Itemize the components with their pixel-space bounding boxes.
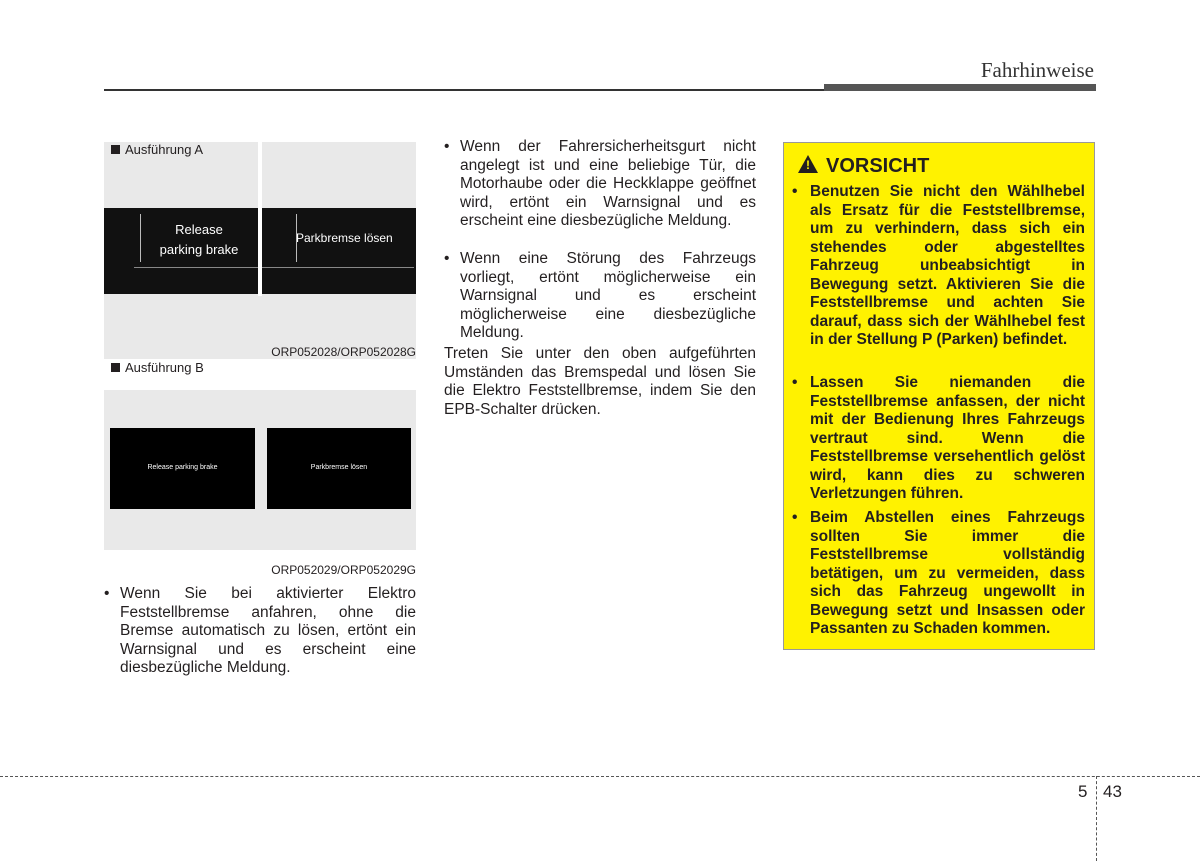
caution-item: • Lassen Sie niemanden die Feststellbremse anfassen, der nicht mit der Bedienung Ihres Fahrzeugs vertraut sind. Wenn die Feststellbremse versehentlich gelöst wird, kann dies zu schweren Verletzungen führen. <box>810 374 1085 504</box>
list-item: • Wenn eine Störung des Fahrzeugs vorliegt, ertönt möglicherweise ein Warnsignal und es erscheint möglicherweise eine diesbezügliche Meldung. <box>460 250 756 343</box>
list-item: • Wenn Sie bei aktivierter Elektro Feststellbremse anfahren, ohne die Bremse automatisch zu lösen, ertönt ein Warnsignal und es erscheint eine diesbezügliche Meldung. <box>120 585 416 678</box>
figure-caption-a: ORP052028/ORP052028G <box>271 345 416 359</box>
variant-label-b <box>111 360 204 375</box>
warning-triangle-icon <box>798 155 818 173</box>
display-message-english <box>140 220 258 260</box>
list-item: • Wenn der Fahrersicherheitsgurt nicht angelegt ist und eine beliebige Tür, die Motorhaube oder die Heckklappe geöffnet wird, ertönt ein Warnsignal und es erscheint eine diesbezügliche Meldung. <box>460 138 756 231</box>
variant-label-text: Ausführung A <box>125 142 204 157</box>
footer-divider <box>0 776 1200 777</box>
cluster-display-german <box>262 208 416 294</box>
footer-vertical-divider <box>1096 776 1097 861</box>
header-rule <box>104 89 824 91</box>
display-message-line: parking brake <box>159 242 239 257</box>
instruction-paragraph: Treten Sie unter den oben aufgeführten Umständen das Bremspedal und lösen Sie die Elektro Feststellbremse, indem Sie den EPB-Schalter drücken. <box>444 345 756 418</box>
variant-label-a <box>111 142 203 157</box>
display-frame-line <box>262 267 414 268</box>
variant-label-text: Ausführung B <box>125 360 204 375</box>
figure-variant-a <box>104 142 416 359</box>
display-message-english: Release parking brake <box>147 464 218 471</box>
display-message-german: Parkbremse lösen <box>310 464 368 471</box>
display-message-line: Release <box>175 222 223 237</box>
caution-title: VORSICHT <box>826 155 930 177</box>
section-title: Fahrhinweise <box>980 58 1094 82</box>
caution-item: • Benutzen Sie nicht den Wählhebel als Ersatz für die Feststellbremse, um zu verhindern, dass sich ein stehendes oder abgestelltes Fahrzeug unbeabsichtigt in Bewegung setzt. Aktivieren Sie die Feststellbremse und achten Sie darauf, dass sich der Wählhebel fest in der Stellung P (Parken) befindet. <box>810 183 1085 350</box>
square-bullet-icon <box>111 145 120 154</box>
caution-item: • Beim Abstellen eines Fahrzeugs sollten Sie immer die Feststellbremse vollständig betätigen, um zu vermeiden, dass sich das Fahrzeug ungewollt in Bewegung setzt und Insassen oder Passanten zu Schaden kommen. <box>810 509 1085 639</box>
square-bullet-icon <box>111 363 120 372</box>
display-frame-line <box>134 267 258 268</box>
page-number: 43 <box>1103 782 1122 801</box>
figure-caption-b: ORP052029/ORP052029G <box>271 563 416 577</box>
header-rule-accent <box>824 84 1096 91</box>
display-message-german: Parkbremse lösen <box>296 231 393 245</box>
caution-heading <box>798 155 929 178</box>
chapter-number: 5 <box>1078 782 1088 801</box>
figure-variant-b <box>104 360 416 577</box>
caution-box <box>783 142 1095 650</box>
